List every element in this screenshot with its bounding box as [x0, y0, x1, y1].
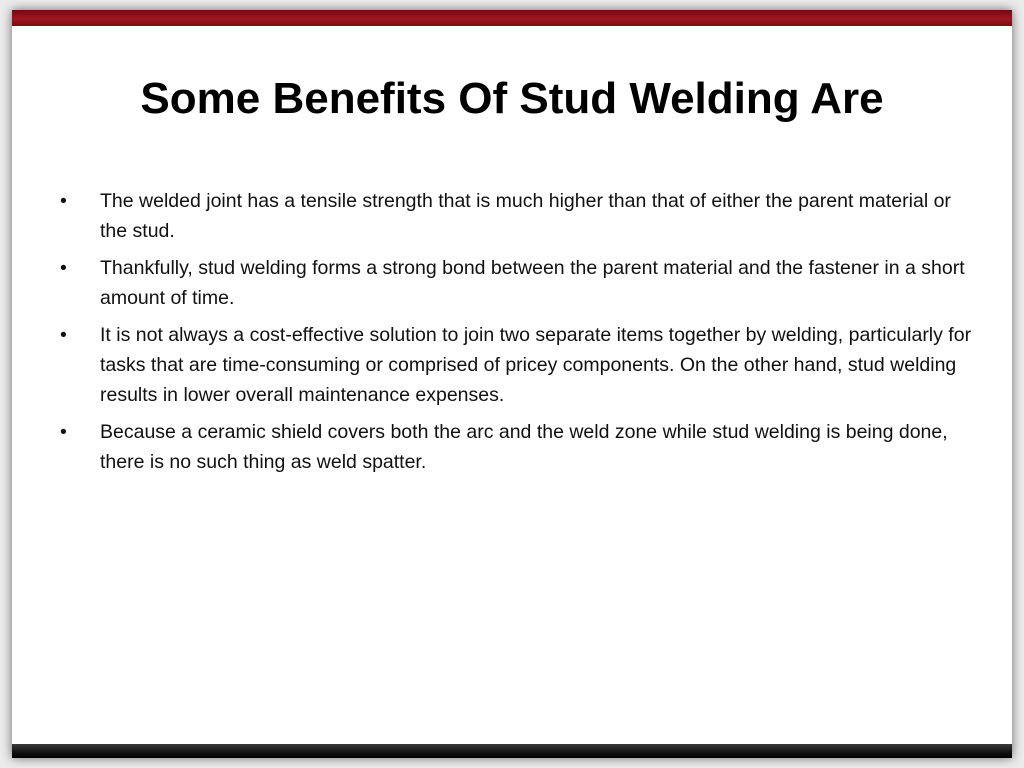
bullet-icon: •	[60, 257, 67, 279]
bullet-icon: •	[60, 190, 67, 212]
bullet-icon: •	[60, 324, 67, 346]
bottom-footer-bar	[12, 744, 1012, 758]
bullet-text: The welded joint has a tensile strength that is much higher than that of either the parent material or the stud.	[100, 190, 951, 242]
bullet-list	[60, 186, 980, 484]
bullet-icon: •	[60, 421, 67, 443]
bullet-text: Because a ceramic shield covers both the arc and the weld zone while stud welding is being done, there is no such thing as weld spatter.	[100, 421, 948, 473]
slide-title: Some Benefits Of Stud Welding Are	[140, 74, 884, 123]
bullet-text: It is not always a cost-effective solution to join two separate items together by welding, particularly for tasks that are time-consuming or comprised of pricey components. On the other hand, stud welding results in lower overall maintenance expenses.	[100, 324, 972, 406]
bullet-item	[60, 320, 980, 410]
slide	[12, 10, 1012, 758]
bullet-item	[60, 417, 980, 477]
bullet-item	[60, 253, 980, 313]
top-accent-bar	[12, 10, 1012, 26]
bullet-item	[60, 186, 980, 246]
bullet-text: Thankfully, stud welding forms a strong bond between the parent material and the fastener in a short amount of time.	[100, 257, 965, 309]
